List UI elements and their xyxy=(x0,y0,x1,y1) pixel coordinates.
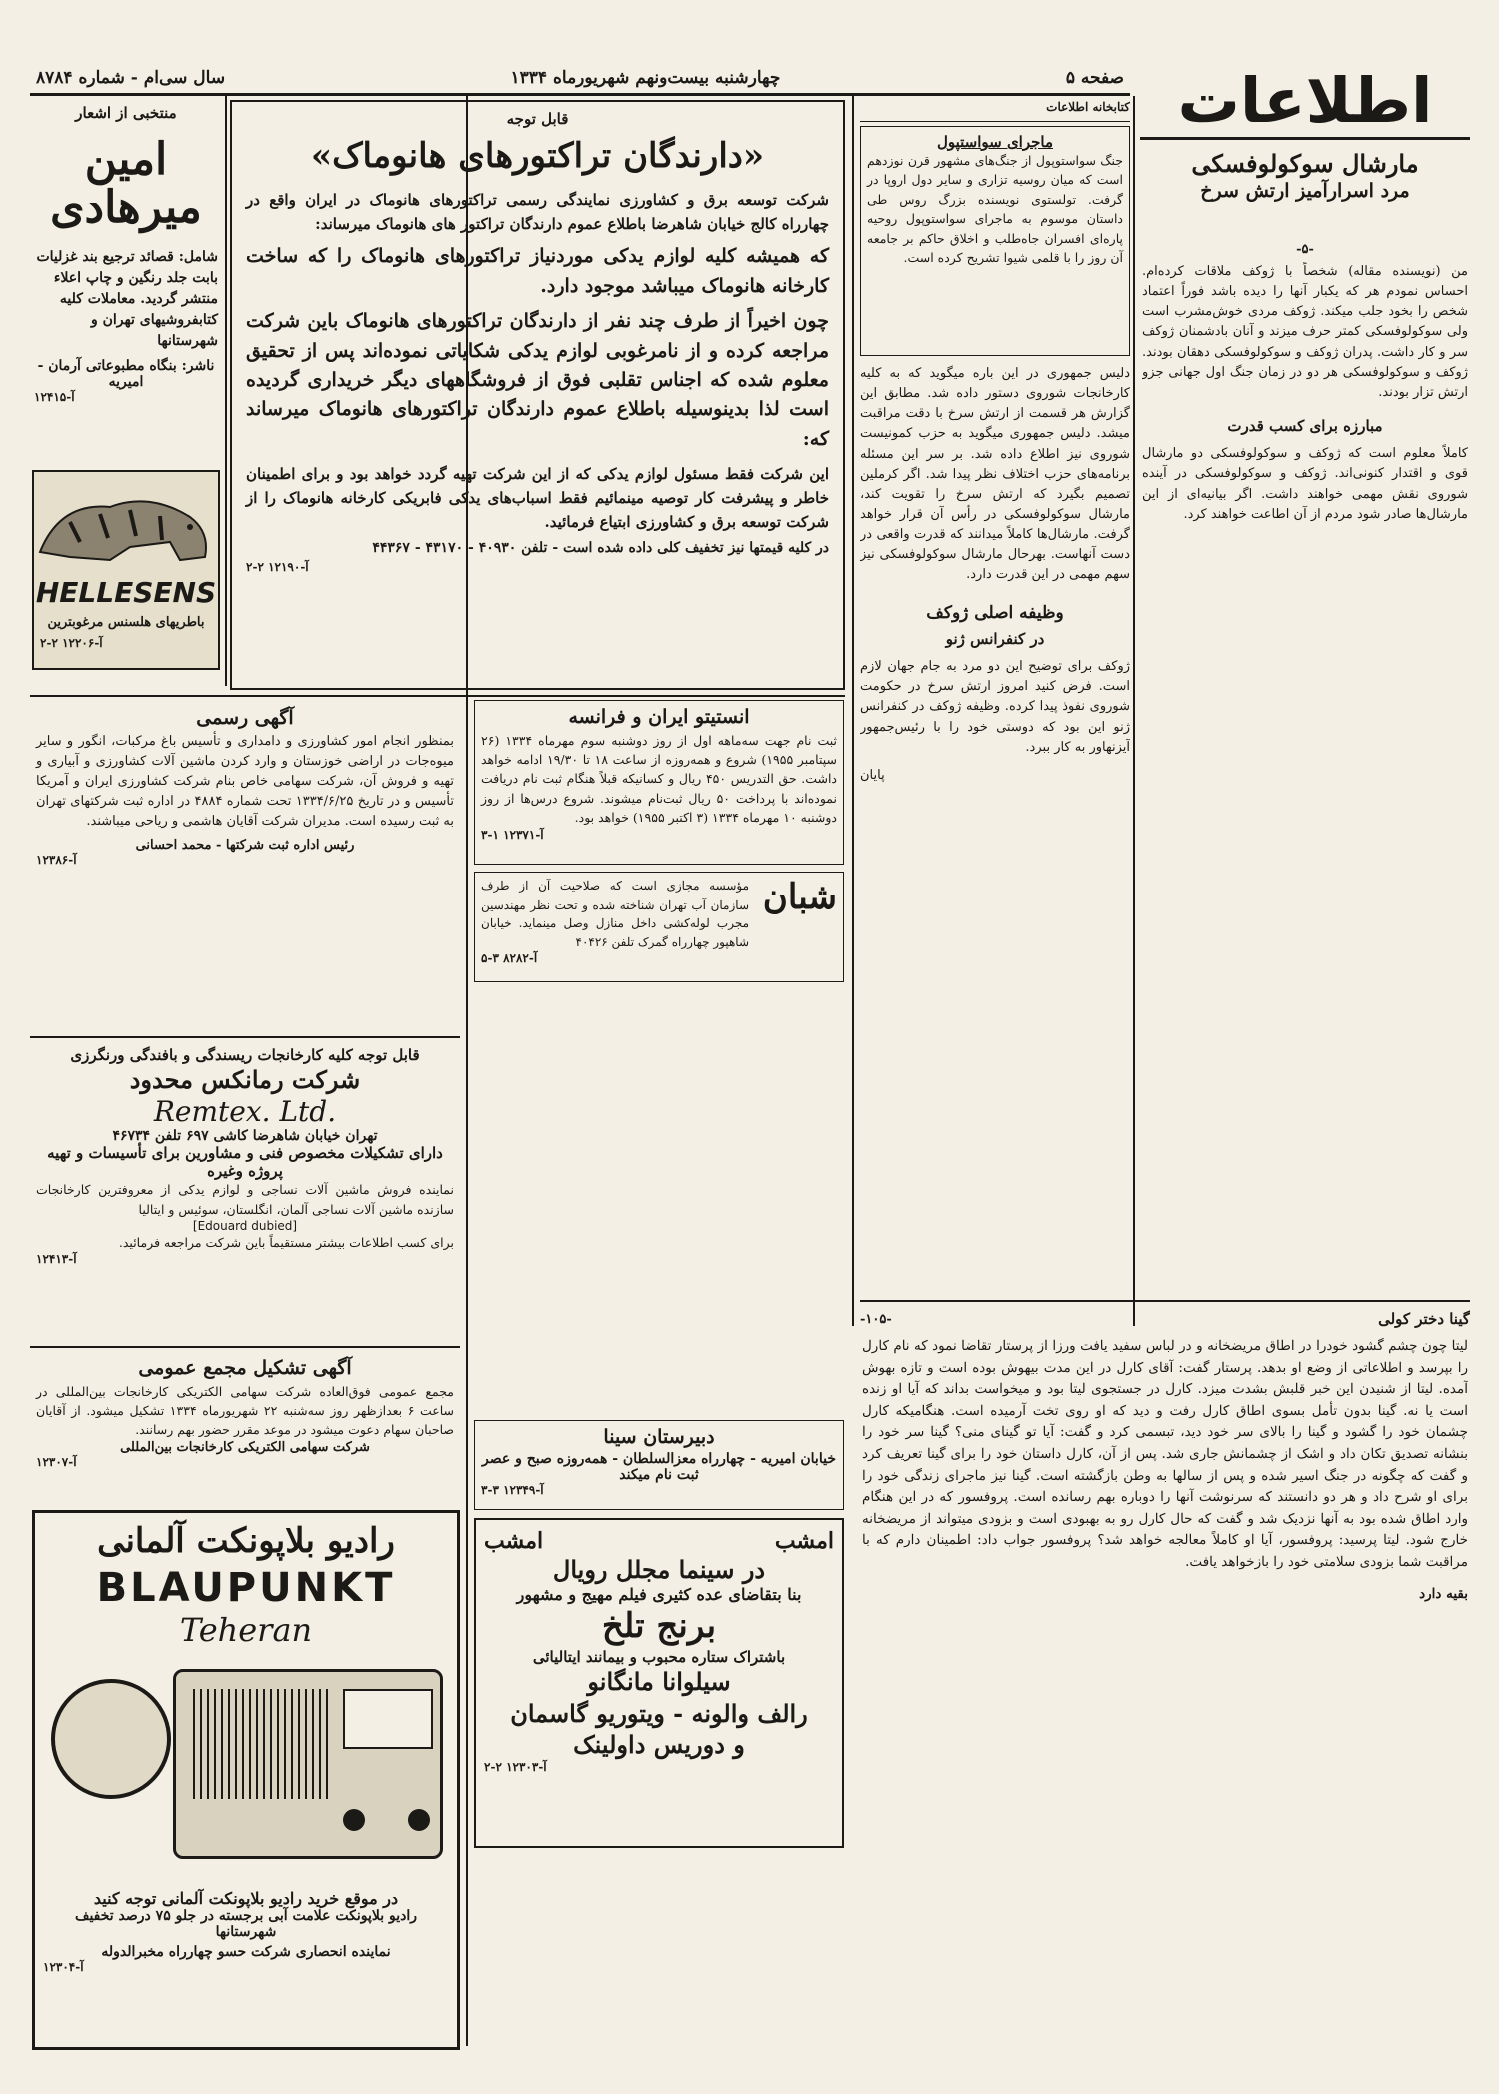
sevastopol-title: ماجرای سواستپول xyxy=(936,133,1054,151)
institute-title: انستیتو ایران و فرانسه xyxy=(568,706,750,728)
cinema-ad-code: آ-۱۲۳۰۳ ۲-۲ xyxy=(484,1759,547,1774)
assembly-title: آگهی تشکیل مجمع عمومی xyxy=(138,1357,352,1379)
institute-ad-code: آ-۱۲۳۷۱ ۱-۳ xyxy=(481,827,544,842)
remtex-info: برای کسب اطلاعات بیشتر مستقیماً باین شرکت مراجعه فرمائید. xyxy=(118,1234,454,1250)
remtex-ad xyxy=(30,1042,460,1342)
blaupunkt-radio-ad xyxy=(32,1510,460,2050)
remtex-brand-note: [Edouard dubied] xyxy=(192,1218,298,1233)
blaupunkt-caption-1: در موقع خرید رادیو بلاپونکت آلمانی توجه کنید xyxy=(93,1889,399,1908)
hellesens-battery-ad xyxy=(32,470,220,670)
remtex-body: نماینده فروش ماشین آلات نساجی و لوازم یدکی از معروفترین کارخانجات سازنده ماشین آلات نساجی آلمان، انگلستان، سوئیس و ایتالیا xyxy=(36,1182,454,1217)
tractor-headline: «دارندگان تراکتورهای هانوماک» xyxy=(310,136,765,176)
cinema-tonight-right: امشب xyxy=(774,1528,834,1554)
section-rule xyxy=(30,1036,460,1038)
feature-subhead: مرد اسرارآمیز ارتش سرخ xyxy=(1200,180,1410,203)
tractor-body-responsibility: این شرکت فقط مسئول لوازم یدکی که از این شرکت تهیه گردد خواهد بود و برای اطمینان خاطر و پیشرفت کار توصیه مینمائیم فقط اسباب‌های یدکی فابریکی کارخانه هانوماک را از شرکت توسعه برق و کشاورزی ابتیاع فرمائید. xyxy=(246,465,829,532)
hellesens-slogan: باطریهای هلسنس مرغوبترین xyxy=(47,615,205,630)
column-rule xyxy=(1133,96,1135,1326)
shaban-body: مؤسسه مجازی است که صلاحیت آن از طرف سازمان آب تهران شناخته شده و تحت نظر مهندسین مجرب لوله‌کشی داخل منازل وصل مینماید. خیابان شاهپور چهارراه گمرک تلفن ۴۰۴۲۶ xyxy=(481,879,749,949)
blaupunkt-caption-2: رادیو بلاپونکت علامت آبی برجسته در جلو ۷۵ درصد تخفیف شهرستانها xyxy=(74,1908,418,1940)
blue-dot-emblem-icon xyxy=(51,1679,171,1799)
feature-paragraph: دلیس جمهوری در این باره میگوید که به کلیه کارخانجات شوروی دستور داده شد. مطابق این گزارش هر قسمت از ارتش سرخ با دقت مراقبت میشد. دلیس جمهوری میگوید به حزب کمونیست شوروی نیز اطلاع داده شد. بر سر این مسئله برنامه‌های حزب اختلاف نظر پیدا شد. اگر کرملین تصمیم بگیرد که ارتش سرخ را تقویت کند، مارشال سوکولوفسکی در رأس آن قرار خواهد گرفت. مارشال‌ها کاملاً میدانند که قدرت واقعی در دست آنهاست. بهرحال مارشال سوکولوفسکی نیز سهم مهمی در این قدرت دارد. xyxy=(860,366,1130,583)
tractor-body-stock: که همیشه کلیه لوازم یدکی موردنیاز تراکتورهای هانوماک را که ساخت کارخانه هانوماک میباشد موجود دارد. xyxy=(246,245,829,297)
poetry-book-ad xyxy=(30,100,222,460)
cinema-star-1: سیلوانا مانگانو xyxy=(587,1667,731,1697)
tractor-ad-code: آ-۱۲۱۹۰ ۲-۲ xyxy=(246,560,309,575)
poetry-ad-code: آ-۱۲۴۱۵ xyxy=(34,389,75,404)
feature-body-col2 xyxy=(860,364,1130,1214)
poetry-publisher: ناشر: بنگاه مطبوعاتی آرمان - امیریه xyxy=(37,357,215,390)
hellesens-ad-code: آ-۱۲۲۰۶ ۲-۲ xyxy=(40,636,103,650)
radio-knob-icon xyxy=(408,1809,430,1831)
issue-date: چهارشنبه بیست‌ونهم شهریورماه ۱۳۳۴ xyxy=(510,67,781,88)
blaupunkt-city: Teheran xyxy=(179,1611,313,1649)
official-ad-code: آ-۱۲۳۸۶ xyxy=(36,853,77,868)
official-ad-title: آگهی رسمی xyxy=(196,707,294,729)
cinema-star-2: رالف والونه - ویتوریو گاسمان xyxy=(510,1698,808,1728)
radio-illustration xyxy=(43,1649,449,1889)
feature-subheading-geneva: در کنفرانس ژنو xyxy=(945,629,1045,648)
iran-france-institute-ad xyxy=(474,700,844,865)
remtex-label: قابل توجه کلیه کارخانجات ریسندگی و بافندگی ورنگرزی xyxy=(70,1046,420,1064)
remtex-description: دارای تشکیلات مخصوص فنی و مشاورین برای تأسیسات و تهیه پروژه وغیره xyxy=(47,1144,443,1181)
shaban-ad-code: آ-۸۲۸۲ ۳-۵ xyxy=(481,951,538,966)
blaupunkt-agent: نماینده انحصاری شرکت حسو چهارراه مخبرالدوله xyxy=(101,1944,391,1960)
official-ad-body: بمنظور انجام امور کشاورزی و دامداری و تأسیس باغ مرکبات، انگور و سایر میوه‌جات در اراضی خوزستان و وارد کردن ماشین آلات کشاورزی و آبیاری و تهیه و فروش آن، شرکت سهامی خاص بنام شرکت کشاورزی ایران و آمریکا تأسیس و در تاریخ ۱۳۳۴/۶/۲۵ تحت شماره ۴۸۸۴ در اداره ثبت شرکتهای تهران به ثبت رسیده است. مدیران شرکت آقایان هاشمی و ریاحی میباشند. xyxy=(36,733,454,830)
blaupunkt-ad-code: آ-۱۲۳۰۴ xyxy=(43,1960,84,1974)
hellesens-brand: HELLESENS xyxy=(35,576,217,609)
section-rule xyxy=(30,1346,460,1348)
poetry-label: منتخبی از اشعار xyxy=(75,104,177,122)
remtex-latin-name: Remtex. Ltd. xyxy=(153,1095,337,1129)
column-rule xyxy=(225,96,227,686)
sevastopol-body: جنگ سواستوپول از جنگ‌های مشهور قرن نوزدهم است که میان روسیه تزاری و سایر دول اروپا در گرفت. تولستوی نویسنده بزرگ روس طی داستان موسوم به ماجرای سواستوپول روحیه پاره‌ای افسران جاه‌طلب و اخلاق حاکم بر جامعه آن روز را با قلمی شیوا تشریح کرده است. xyxy=(867,153,1123,265)
radio-speaker-grille xyxy=(193,1689,333,1799)
newspaper-masthead: اطلاعات xyxy=(1140,62,1470,140)
feature-paragraph: من (نویسنده مقاله) شخصاً با ژوکف ملاقات کرده‌ام. احساس نمودم هر که یکبار آنها را دیده باشد فوراً اعتماد شخص را بخود جلب میکند. ژوکف مردی خوش‌مشرب است ولی سوکولوفسکی کمتر حرف میزند و آنان بادشمنان ژوکف سر و کار داشت. پدران ژوکف و سوکولوفسکی دهقان بودند. ژوکف و سوکولوفسکی هر دو در زمان جنگ اول جهانی جزو ارتش تزار بودند. xyxy=(1142,264,1468,400)
remtex-address: تهران خیابان شاهرضا کاشی ۶۹۷ تلفن ۴۶۷۳۴ xyxy=(112,1128,378,1145)
blaupunkt-brand: BLAUPUNKT xyxy=(96,1565,396,1611)
poetry-body: شامل: قصائد ترجیع بند غزلیات بابت جلد رنگین و چاپ اعلاء منتشر گردید. معاملات کلیه کتابفروشیهای تهران و شهرستانها xyxy=(36,248,218,349)
royal-cinema-ad xyxy=(474,1518,844,1848)
tiger-illustration xyxy=(32,472,218,572)
radio-dial xyxy=(343,1689,433,1749)
sina-highschool-ad xyxy=(474,1420,844,1510)
feature-subheading-power: مبارزه برای کسب قدرت xyxy=(1227,416,1383,435)
sina-ad-code: آ-۱۲۳۴۹ ۳-۳ xyxy=(481,1482,544,1497)
assembly-signature: شرکت سهامی الکتریکی کارخانجات بین‌المللی xyxy=(120,1439,370,1455)
serial-number: -۱۰۵- xyxy=(860,1311,892,1327)
blaupunkt-headline: رادیو بلاپونکت آلمانی xyxy=(97,1521,395,1561)
sina-body: خیابان امیریه - چهارراه معزالسلطان - همه‌روزه صبح و عصر ثبت نام میکند xyxy=(482,1450,836,1483)
hanomag-tractor-ad xyxy=(230,100,845,690)
radio-knob-icon xyxy=(343,1809,365,1831)
official-ad-signature: رئیس اداره ثبت شرکتها - محمد احسانی xyxy=(135,838,355,854)
remtex-name: شرکت رمانکس محدود xyxy=(129,1065,361,1094)
tractor-label: قابل توجه xyxy=(506,110,569,128)
feature-headline: مارشال سوکولوفسکی xyxy=(1191,149,1419,178)
cinema-tonight-left: امشب xyxy=(484,1528,544,1554)
feature-subheading-zhukov: وظیفه اصلی ژوکف xyxy=(926,602,1064,623)
tractor-lead: شرکت توسعه برق و کشاورزی نمایندگی رسمی تراکتورهای هانوماک در ایران واقع در چهارراه کالج خیابان شاهرضا باطلاع عموم دارندگان تراکتور های هانوماک میرساند: xyxy=(246,191,829,234)
page-header xyxy=(30,62,1130,96)
feature-end-mark: پایان xyxy=(860,767,885,783)
tractor-footer: در کلیه قیمتها نیز تخفیف کلی داده شده است - تلفن ۴۰۹۳۰ - ۴۳۱۷۰ - ۴۴۳۶۷ xyxy=(372,540,829,557)
tractor-body-warning: چون اخیراً از طرف چند نفر از دارندگان تراکتورهای هانوماک باین شرکت مراجعه کرده و از نامرغوبی لوازم یدکی شکایاتی نموده‌اند پس از تحقیق معلوم شده که اجناس تقلبی فوق از فروشگاههای دیگر خریداری گردیده است لذا بدینوسیله باطلاع عموم دارندگان تراکتورهای هانوماک میرساند که: xyxy=(246,310,829,450)
section-rule xyxy=(30,695,845,697)
feature-body-col1 xyxy=(1142,262,1468,822)
poetry-author-title: امین میرهادی xyxy=(50,134,202,234)
serial-to-be-continued: بقیه دارد xyxy=(1419,1585,1468,1602)
cinema-cast-lead: باشتراک ستاره محبوب و بیمانند ایتالیائی xyxy=(532,1648,786,1667)
institute-body: ثبت نام جهت سه‌ماهه اول از روز دوشنبه سوم مهرماه ۱۳۳۴ (۲۶ سپتامبر ۱۹۵۵) شروع و همه‌روزه از ساعت ۱۸ تا ۱۹/۳۰ ادامه خواهد داشت. حق التدریس ۴۵۰ ریال و کسانیکه قبلاً هنگام ثبت نام دریافت نموده‌اند با پرداخت ۵۰ ریال ثبت‌نام میشوند. شروع درس‌ها از روز دوشنبه ۱۰ مهرماه ۱۳۳۴ (۳ اکتبر ۱۹۵۵) خواهد بود. xyxy=(481,732,838,826)
shaban-logo: شبان xyxy=(762,877,837,917)
serial-paragraph: لیتا چون چشم گشود خودرا در اطاق مریضخانه و در لباس سفید یافت ورزا از پرستار تقاضا نمود که نام کارل را بپرسد و اطلاعاتی از وضع او بدهد. پرستار گفت: آقای کارل در این مدت بیهوش بوده است و تازه بهوش آمده. لیتا از شنیدن این خبر قلبش بشدت میزد. کارل در جستجوی لیتا بود و میخواست بداند که آیا او زنده است یا نه. گینا بدون تأمل بسوی اطاق کارل رفت و دید که او روی تخت آرمیده است. هنگامیکه کارل چشمان خود را گشود و گینا را بالای سر خود دید، تبسمی کرد و گفت: آیا تو گینای منی؟ گینا سر خود را بنشانه تصدیق تکان داد و اشک از چشمانش جاری شد. پس از آن، کارل داستان خود را برای گینا تعریف کرد و گفت که چگونه در جنگ اسیر شده و پس از سالها به وطن بازگشته است. گینا نیز ماجرای زندگی خود را برای او شرح داد و هر دو دانستند که سرنوشت آنها را دوباره بهم رسانده است. پروفسور که در این هنگام وارد اطاق شده بود به آنها نزدیک شد و گفت که حال کارل رو به بهبودی است و بزودی میتواند از مریضخانه خارج شود. لیتا پرسید: پروفسور، آیا او کاملاً معالجه خواهد شد؟ پروفسور جواب داد: اطمینان دارم که با مراقبت شما بزودی سلامتی خود را بازخواهد یافت. xyxy=(862,1338,1468,1570)
column-rule xyxy=(852,96,854,1326)
cinema-lead: بنا بتقاضای عده کثیری فیلم مهیج و مشهور xyxy=(516,1585,802,1605)
feature-part-number: -۵- xyxy=(1296,242,1314,257)
feature-paragraph: کاملاً معلوم است که ژوکف و سوکولوفسکی دو مارشال قوی و اقتدار کنونی‌اند. ژوکف و سوکولوفسکی در آینده شوروی نقش مهمی خواهند داشت. اگر بیانیه‌ای از این مارشال‌ها صادر شود مردم از آن اطاعت خواهند کرد. xyxy=(1142,446,1468,522)
shaban-plumbing-ad xyxy=(474,872,844,982)
sevastopol-box xyxy=(860,126,1130,356)
cinema-star-3: و دوریس داولینک xyxy=(573,1729,745,1759)
feature-paragraph: ژوکف برای توضیح این دو مرد به جام جهان لازم است. فرض کنید امروز ارتش سرخ در حکومت شوروی نفوذ پیدا کرده. وظیفه ژوکف در کنفرانس ژنو این بود که دوستی خود را با رئیس‌جمهور آیزنهاور به کار ببرد. xyxy=(860,659,1130,755)
assembly-body: مجمع عمومی فوق‌العاده شرکت سهامی الکتریکی کارخانجات بین‌المللی در ساعت ۶ بعدازظهر روز سه‌شنبه ۲۲ شهریورماه ۱۳۳۴ تشکیل میشود. از آقایان صاحبان سهام دعوت میشود در موعد مقرر حضور بهم رسانند. xyxy=(36,1383,454,1438)
cinema-tonight-row xyxy=(484,1528,834,1554)
feature-headline-block xyxy=(1140,148,1470,238)
serial-title: گینا دختر کولی xyxy=(1378,1310,1470,1328)
cinema-film-title: برنج تلخ xyxy=(601,1606,717,1647)
feature-section-label: کتابخانه اطلاعات xyxy=(860,100,1130,122)
page-number: صفحه ۵ xyxy=(1065,67,1124,88)
issue-number: سال سی‌ام - شماره ۸۷۸۴ xyxy=(36,67,226,88)
section-rule xyxy=(860,1300,1470,1302)
cinema-venue: در سینما مجلل رویال xyxy=(552,1555,766,1584)
general-assembly-ad xyxy=(30,1352,460,1502)
official-registration-ad xyxy=(30,702,460,1032)
remtex-ad-code: آ-۱۲۴۱۳ xyxy=(36,1252,77,1267)
assembly-ad-code: آ-۱۲۳۰۷ xyxy=(36,1454,77,1469)
serial-body xyxy=(862,1336,1468,2036)
sina-title: دبیرستان سینا xyxy=(603,1426,715,1448)
serial-header xyxy=(860,1306,1470,1332)
